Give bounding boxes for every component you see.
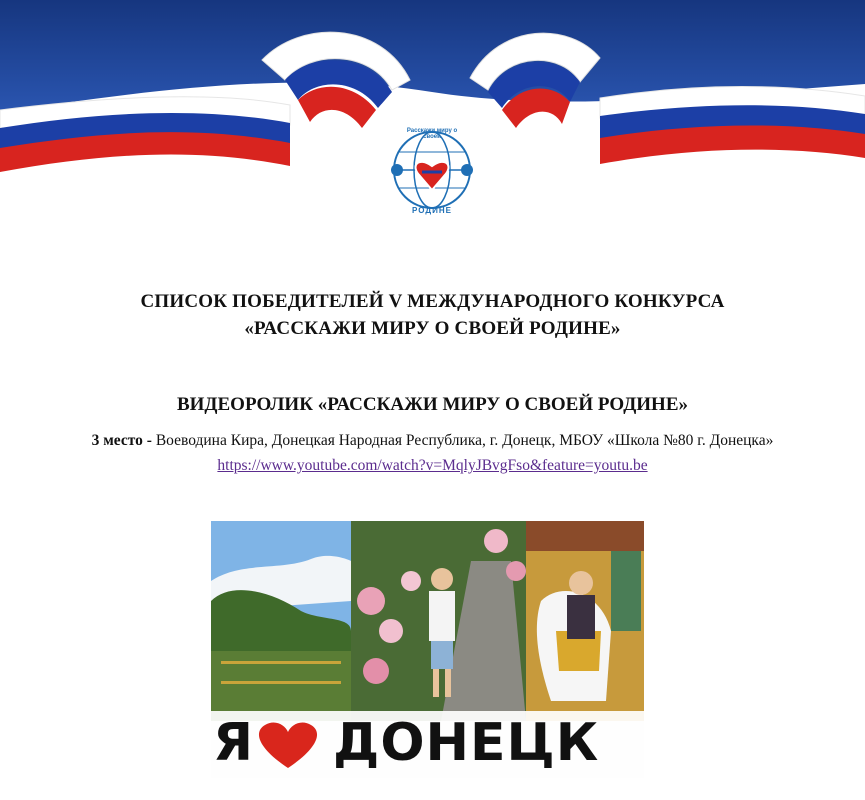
title-line-1: СПИСОК ПОБЕДИТЕЛЕЙ V МЕЖДУНАРОДНОГО КОНКУРСА	[140, 291, 725, 312]
winner-place: 3 место -	[91, 432, 152, 449]
emblem-bottom-text: РОДИНЕ	[412, 206, 452, 215]
video-link-row	[0, 455, 865, 477]
thumbnail-word-left: Я	[213, 713, 255, 773]
winner-details: Воеводина Кира, Донецкая Народная Республика, г. Донецк, МБОУ «Школа №80 г. Донецка»	[155, 432, 774, 449]
emblem-arc-text: Расскажи миру о своей	[406, 128, 458, 140]
winner-entry	[0, 430, 865, 452]
title-line-2: «РАССКАЖИ МИРУ О СВОЕЙ РОДИНЕ»	[244, 318, 621, 339]
thumbnail-word-right: ДОНЕЦК	[333, 713, 600, 773]
thumbnail-caption	[211, 714, 644, 772]
flag-banner	[0, 0, 865, 260]
video-thumbnail[interactable]	[211, 521, 644, 778]
section-title: ВИДЕОРОЛИК «РАССКАЖИ МИРУ О СВОЕЙ РОДИНЕ»	[176, 394, 689, 415]
page-title	[0, 288, 865, 342]
heart-icon	[253, 720, 323, 770]
video-link[interactable]: https://www.youtube.com/watch?v=MqlyJBvgFso&feature=youtu.be	[217, 457, 648, 474]
